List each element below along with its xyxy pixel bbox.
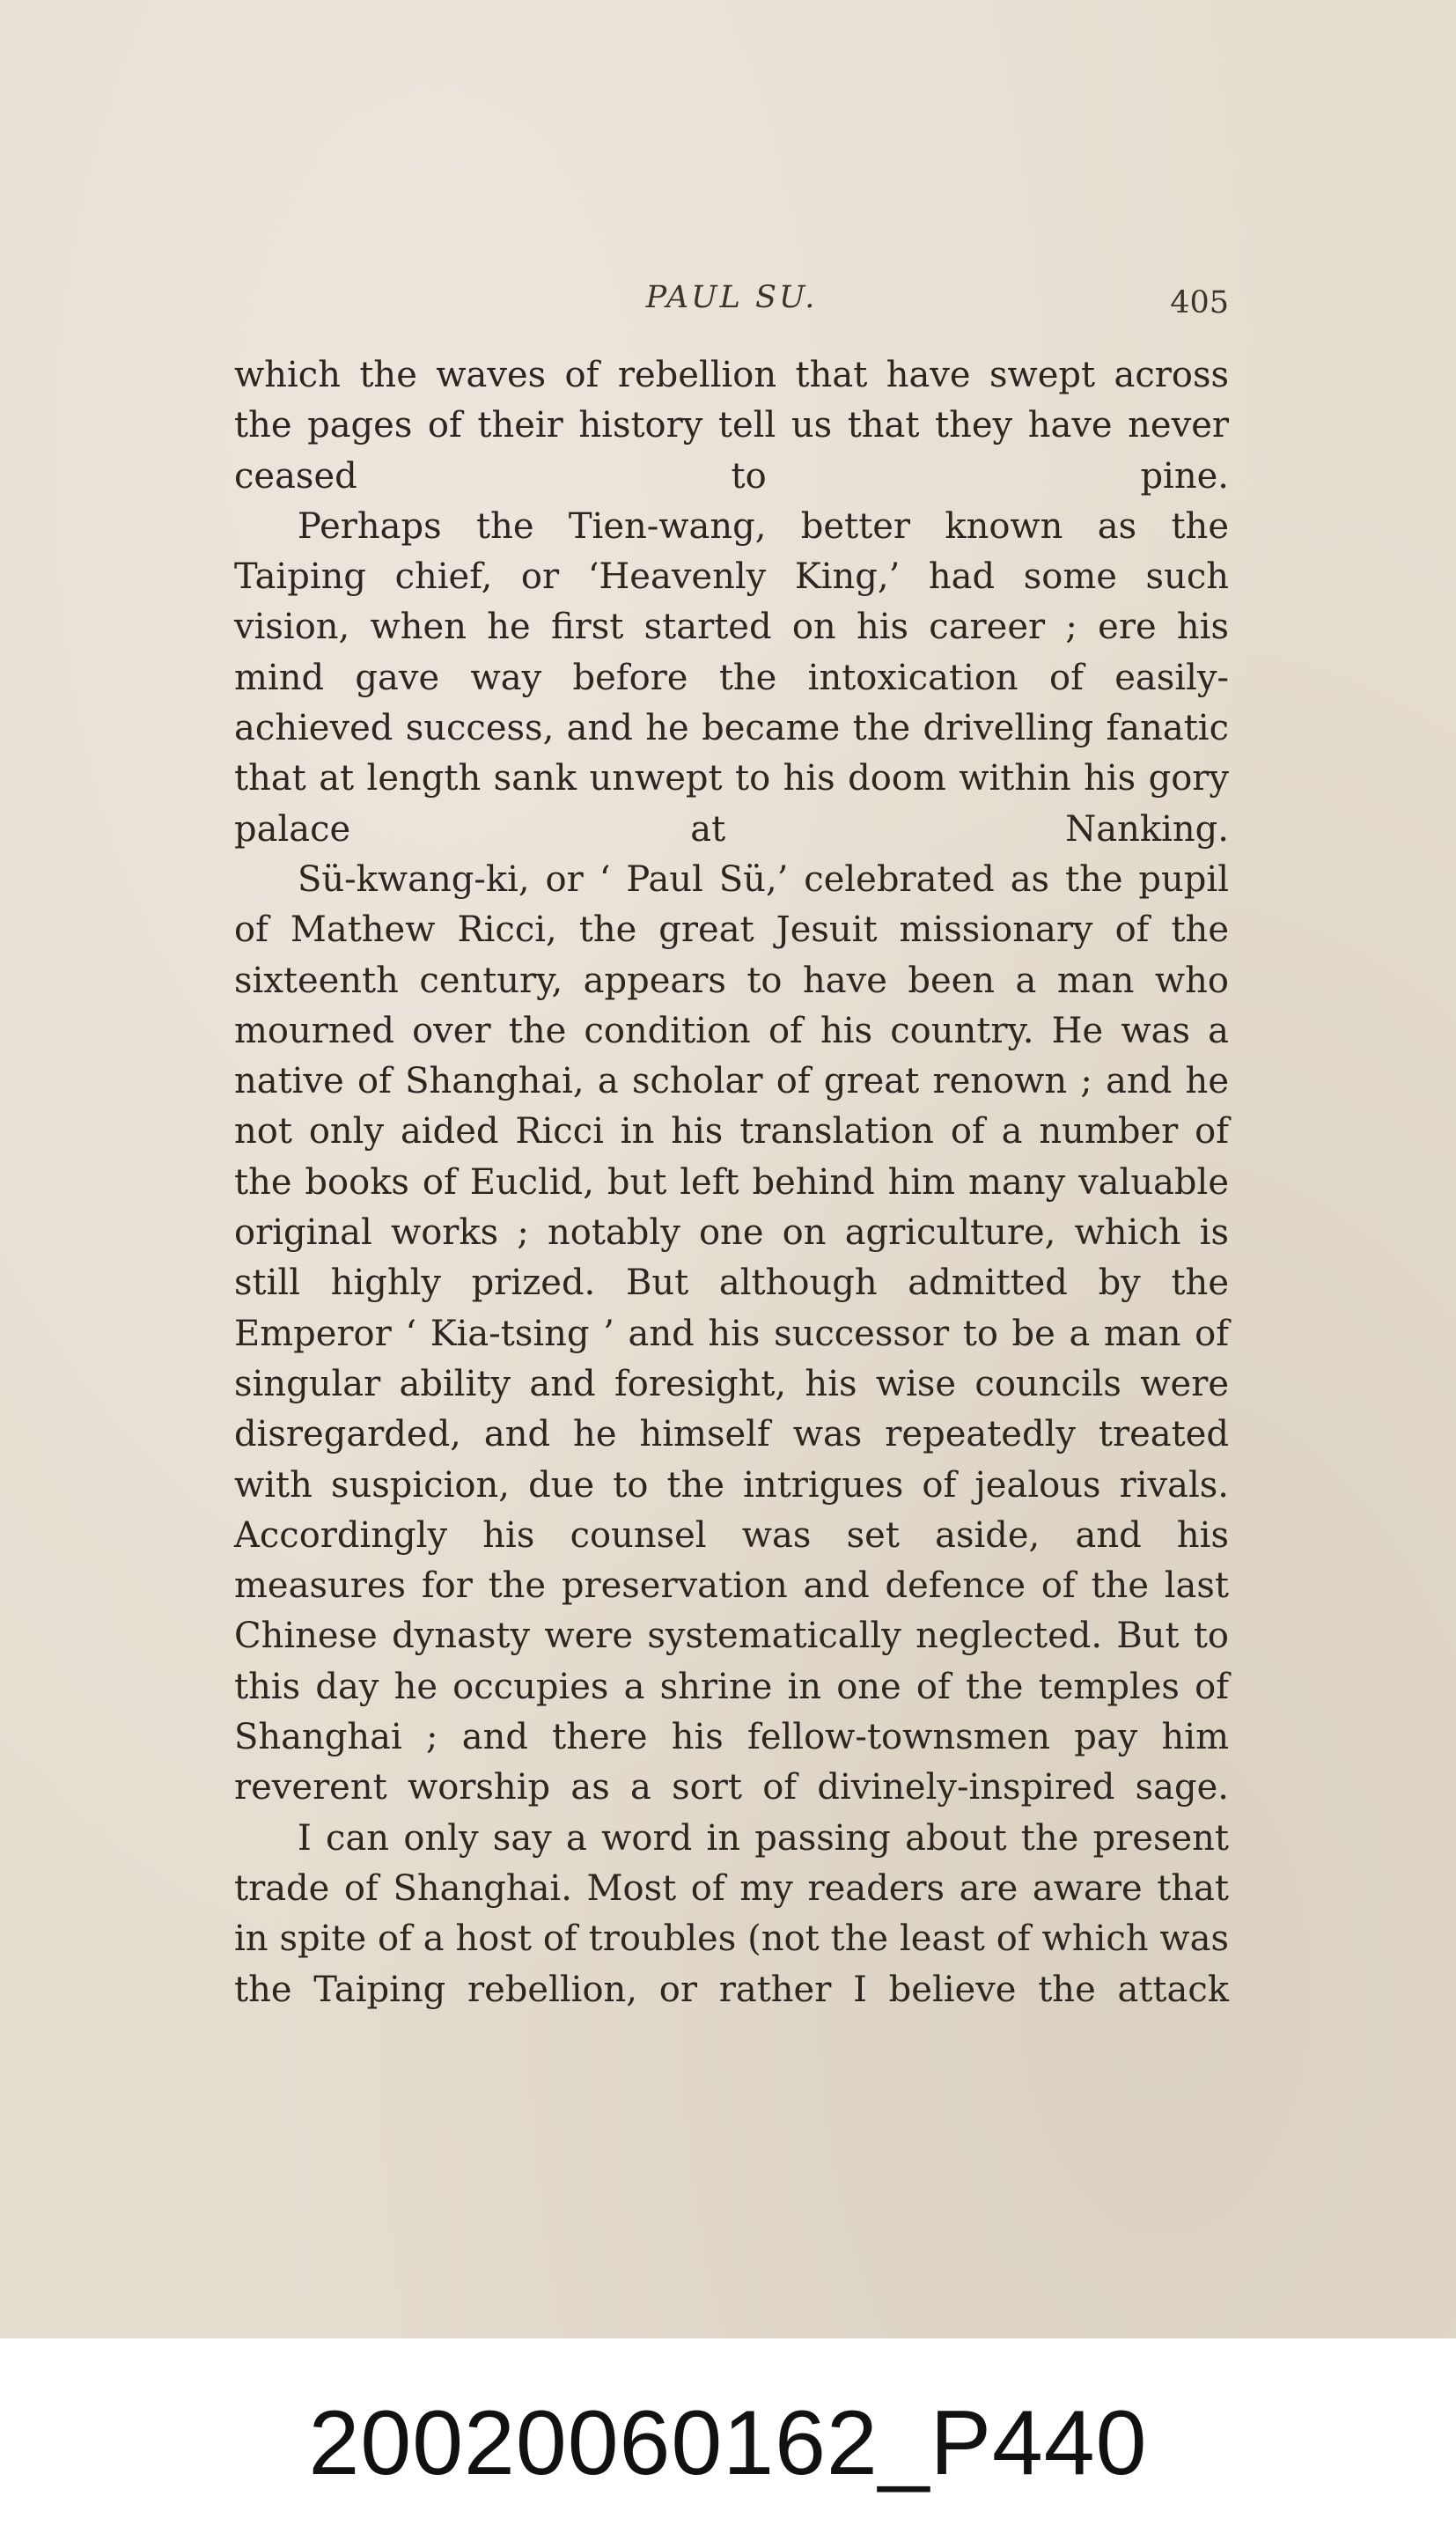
paragraph: Perhaps the Tien-wang, better known as the Taiping chief, or ‘Heavenly King,’ had some such vision, when he first started on his career ; ere his mind gave way before the intoxication of easily-achieved success, and he became the drivelling fanatic that at length sank unwept to his doom within his gory palace at Nanking. [234, 505, 1229, 850]
caption-strip [0, 2338, 1456, 2548]
paragraph: I can only say a word in passing about the present trade of Shanghai. Most of my readers are aware that in spite of a host of troubles (not the least of which was the Taiping rebellion, or rather I believe the attack [234, 1817, 1229, 2010]
running-head [234, 280, 1229, 324]
paragraph: which the waves of rebellion that have swept across the pages of their history tell us that they have never ceased to pine. [234, 355, 1229, 497]
page-number: 405 [1170, 285, 1229, 320]
paragraph: Sü-kwang-ki, or ‘ Paul Sü,’ celebrated as the pupil of Mathew Ricci, the great Jesuit missionary of the sixteenth century, appears to have been a man who mourned over the condition of his country. He was a native of Shanghai, a scholar of great renown ; and he not only aided Ricci in his translation of a number of the books of Euclid, but left behind him many valuable original works ; notably one on agriculture, which is still highly prized. But although admitted by the Emperor ‘ Kia-tsing ’ and his successor to be a man of singular ability and foresight, his wise councils were disregarded, and he himself was repeatedly treated with suspicion, due to the intrigues of jealous rivals. Accordingly his counsel was set aside, and his measures for the preservation and defence of the last Chinese dynasty were systematically neglected. But to this day he occupies a shrine in one of the temples of Shanghai ; and there his fellow-townsmen pay him reverent worship as a sort of divinely-inspired sage. [234, 858, 1229, 1808]
document-identifier: 20020060162_P440 [308, 2392, 1148, 2494]
body-text [234, 350, 1229, 2015]
running-title: PAUL SU. [645, 280, 818, 315]
